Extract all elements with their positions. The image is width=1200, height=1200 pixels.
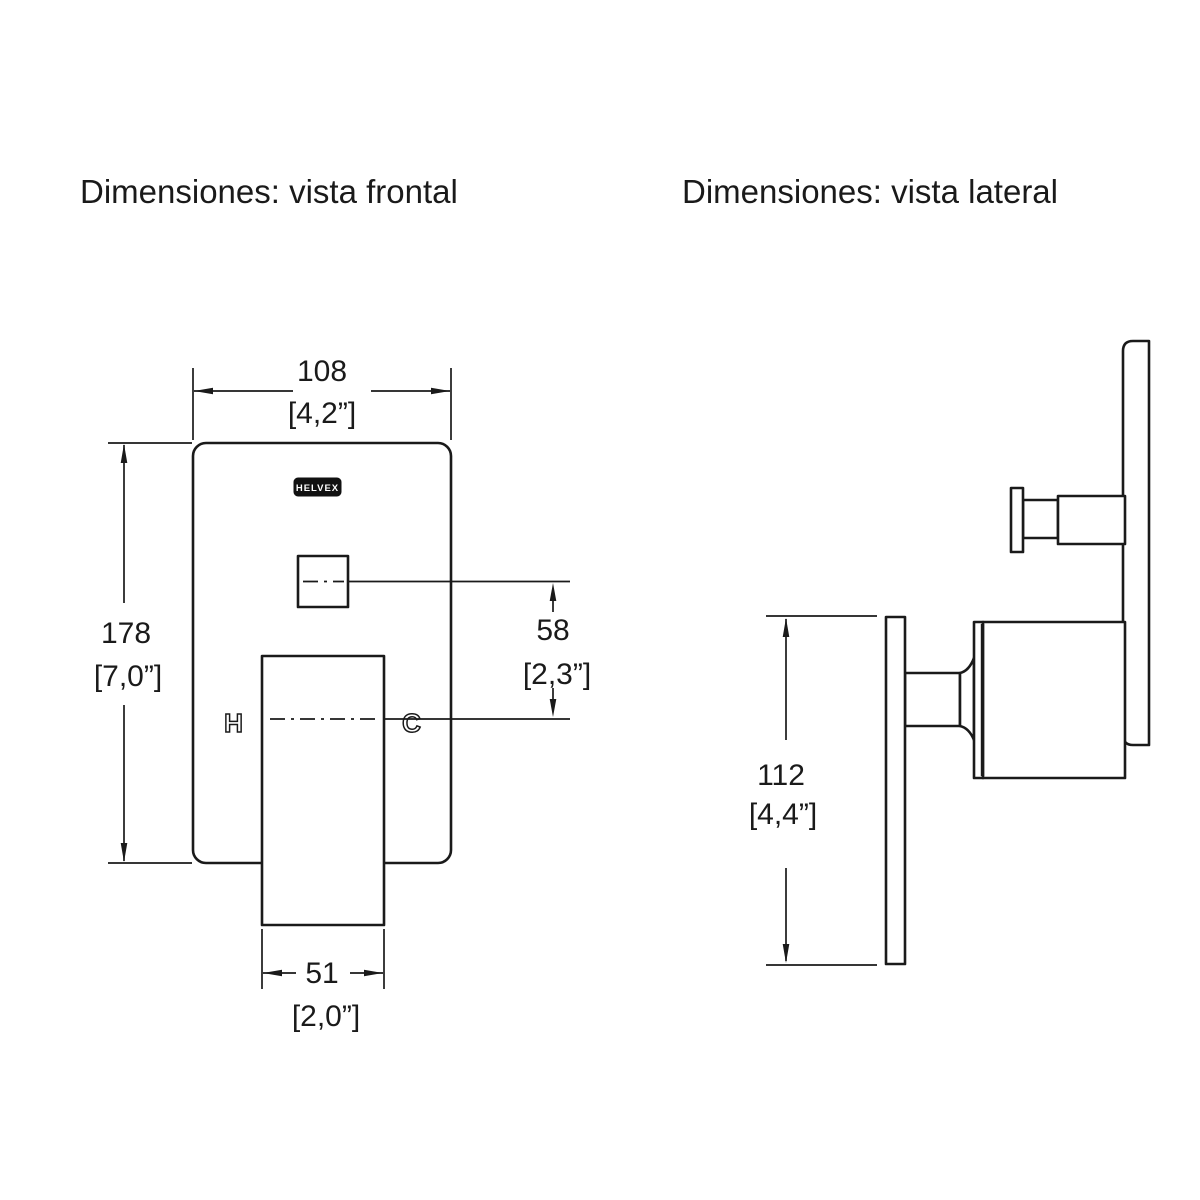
dim-handle-in: [2,0”] xyxy=(291,1000,361,1033)
front-view-title: Dimensiones: vista frontal xyxy=(80,173,458,210)
side-plate-profile xyxy=(1123,341,1149,745)
dim-spacing-in: [2,3”] xyxy=(522,658,592,691)
side-view xyxy=(682,173,1149,965)
diverter-base-cylinder xyxy=(1058,496,1125,544)
hot-label: H xyxy=(224,708,243,738)
dim-depth-mm: 112 xyxy=(757,759,805,792)
dim-height-in: [7,0”] xyxy=(93,660,163,693)
dim-arrow-left-icon xyxy=(194,388,213,395)
dim-height-mm: 178 xyxy=(100,617,152,650)
dim-arrow-right-icon xyxy=(431,388,450,395)
handle-stem xyxy=(905,673,960,726)
dim-arrow-down-icon xyxy=(121,843,128,862)
dim-handle-51 xyxy=(262,929,384,1033)
dim-depth-in: [4,4”] xyxy=(748,798,818,831)
dim-spacing-mm: 58 xyxy=(536,614,570,647)
handle-lever-bar xyxy=(886,617,905,964)
dim-handle-mm: 51 xyxy=(305,957,339,990)
handle-bell xyxy=(960,658,974,740)
diverter-cap xyxy=(1011,488,1023,552)
dim-arrow-up-icon xyxy=(121,444,128,463)
dim-width-in: [4,2”] xyxy=(287,397,357,430)
handle-front xyxy=(262,656,384,925)
dim-height-extension-lines xyxy=(108,443,192,863)
side-view-title: Dimensiones: vista lateral xyxy=(682,173,1058,210)
dim-width-mm: 108 xyxy=(296,355,348,388)
dim-arrow-up-icon xyxy=(550,583,557,601)
cold-label: C xyxy=(402,708,421,738)
front-view xyxy=(80,173,591,1033)
dim-depth-112 xyxy=(749,616,877,965)
dim-arrow-down-icon xyxy=(783,944,790,963)
brand-logo-text: HELVEX xyxy=(295,483,340,494)
dim-height-178 xyxy=(94,443,192,863)
handle-side-profile xyxy=(886,617,1125,964)
handle-body-cylinder xyxy=(983,622,1125,778)
dim-arrow-right-icon xyxy=(364,970,383,977)
dim-width-108 xyxy=(193,355,451,440)
diverter-side-profile xyxy=(1011,488,1125,552)
dim-arrow-down-icon xyxy=(550,699,557,717)
dim-arrow-up-icon xyxy=(783,618,790,637)
diverter-stem xyxy=(1023,500,1058,538)
dim-arrow-left-icon xyxy=(263,970,282,977)
